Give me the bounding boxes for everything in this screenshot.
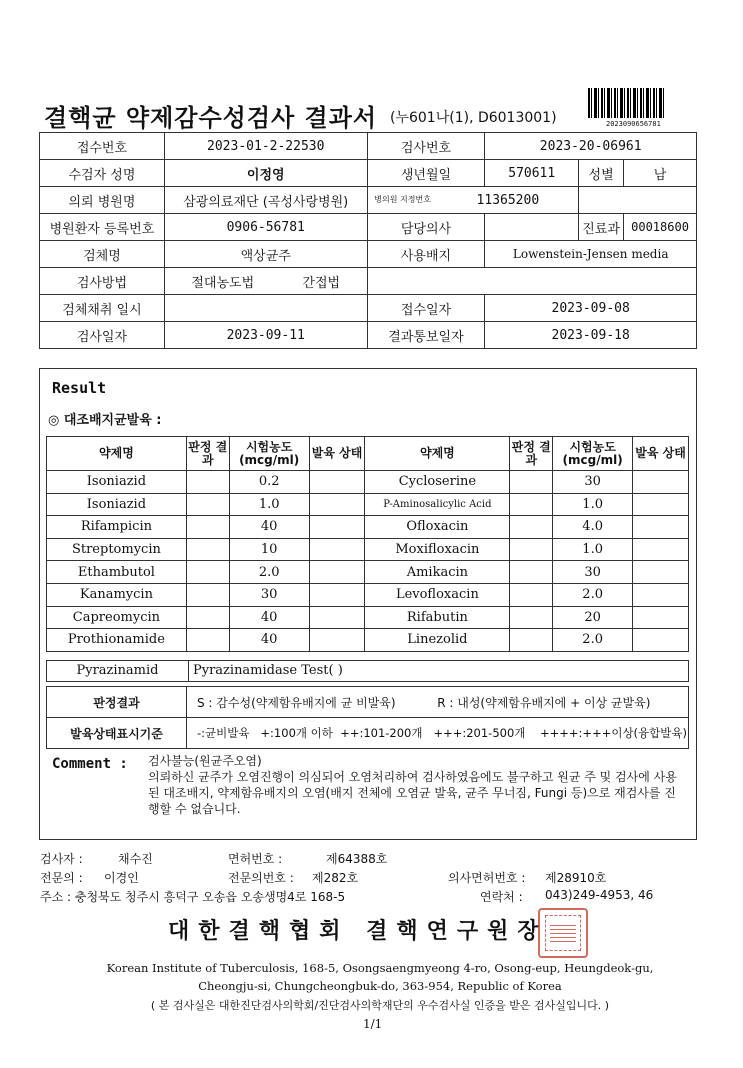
judge bbox=[186, 471, 229, 494]
judge bbox=[510, 471, 553, 494]
patient-name: 이정영 bbox=[164, 160, 367, 187]
result-section bbox=[39, 368, 697, 840]
tested-label: 검사일자 bbox=[40, 322, 165, 349]
doctor-license-no: 제28910호 bbox=[545, 871, 607, 885]
dept-label: 진료과 bbox=[579, 214, 624, 241]
judge bbox=[186, 493, 229, 516]
drug-name: Streptomycin bbox=[47, 538, 187, 561]
reported-label: 결과통보일자 bbox=[367, 322, 485, 349]
institute-name-korean: 대한결핵협회 결핵연구원장 bbox=[168, 918, 548, 944]
doctor-license-label: 의사면허번호 : bbox=[448, 871, 526, 885]
comment-text bbox=[148, 753, 678, 817]
institute-address-en-1: Korean Institute of Tuberculosis, 168-5, Osongsaengmyeong 4-ro, Osong-eup, Heungdeok-gu, bbox=[106, 961, 654, 975]
license-no: 제64388호 bbox=[326, 852, 388, 866]
concentration: 2.0 bbox=[553, 583, 633, 606]
col-judge-right: 판정 결과 bbox=[510, 437, 553, 471]
document-title: 결핵균 약제감수성검사 결과서 bbox=[44, 104, 378, 132]
judge bbox=[510, 493, 553, 516]
concentration: 1.0 bbox=[553, 493, 633, 516]
method-spacer bbox=[367, 268, 696, 295]
comment-label: Comment : bbox=[52, 756, 128, 772]
judge bbox=[510, 561, 553, 584]
judge bbox=[510, 583, 553, 606]
expert-no: 제282호 bbox=[312, 871, 359, 885]
concentration: 10 bbox=[229, 538, 309, 561]
growth bbox=[633, 583, 689, 606]
reception-no: 2023-01-2-22530 bbox=[164, 133, 367, 160]
judge bbox=[510, 538, 553, 561]
growth bbox=[633, 561, 689, 584]
page-number: 1/1 bbox=[363, 1017, 383, 1031]
legend-table bbox=[46, 686, 689, 749]
tester-label: 검사자 : bbox=[40, 852, 83, 866]
collect-label: 검체채취 일시 bbox=[40, 295, 165, 322]
method-absolute: 절대농도법 bbox=[191, 275, 255, 291]
drug-name: Capreomycin bbox=[47, 606, 187, 629]
institute-address-en-2: Cheongju-si, Chungcheongbuk-do, 363-954, Republic of Korea bbox=[198, 979, 562, 993]
document-code: (누601나(1), D6013001) bbox=[390, 110, 557, 126]
concentration: 4.0 bbox=[553, 516, 633, 539]
sex-label: 성별 bbox=[579, 160, 624, 187]
growth bbox=[633, 516, 689, 539]
judge bbox=[186, 538, 229, 561]
col-growth-left: 발육 상태 bbox=[309, 437, 365, 471]
tested-date: 2023-09-11 bbox=[164, 322, 367, 349]
drug-name: Rifabutin bbox=[365, 606, 510, 629]
certification-note: ( 본 검사실은 대한진단검사의학회/진단검사의학재단의 우수검사실 인증을 받은 검사실입니다. ) bbox=[150, 999, 610, 1012]
concentration: 30 bbox=[553, 561, 633, 584]
medium-label: 사용배지 bbox=[367, 241, 485, 268]
concentration: 0.2 bbox=[229, 471, 309, 494]
growth bbox=[309, 561, 365, 584]
doctor-label: 담당의사 bbox=[367, 214, 485, 241]
hospital-label: 의뢰 병원명 bbox=[40, 187, 165, 214]
col-judge-left: 판정 결과 bbox=[186, 437, 229, 471]
reg-no-label: 병원환자 등록번호 bbox=[40, 214, 165, 241]
drug-name: Moxifloxacin bbox=[365, 538, 510, 561]
dept-code: 00018600 bbox=[624, 214, 697, 241]
pyrazinamid-value: Pyrazinamidase Test( ) bbox=[188, 660, 689, 682]
col-growth-right: 발육 상태 bbox=[633, 437, 689, 471]
col-conc-right: 시험농도 (mcg/ml) bbox=[553, 437, 633, 471]
concentration: 40 bbox=[229, 629, 309, 652]
drug-name: Rifampicin bbox=[47, 516, 187, 539]
address: 주소 : 충청북도 청주시 흥덕구 오송읍 오송생명4로 168-5 bbox=[40, 890, 346, 904]
growth bbox=[633, 629, 689, 652]
expert-no-label: 전문의번호 : bbox=[228, 871, 294, 885]
col-conc-left: 시험농도 (mcg/ml) bbox=[229, 437, 309, 471]
barcode-number: 2023090656781 bbox=[606, 120, 661, 128]
drug-name: Cycloserine bbox=[365, 471, 510, 494]
judgement-s: S : 감수성(약제함유배지에 균 비발육) bbox=[197, 695, 396, 710]
drug-name: Amikacin bbox=[365, 561, 510, 584]
test-no: 2023-20-06961 bbox=[485, 133, 697, 160]
sex: 남 bbox=[624, 160, 697, 187]
judge bbox=[186, 606, 229, 629]
drug-name: P-Aminosalicylic Acid bbox=[365, 493, 510, 516]
hospital-code-label: 병의원 지정번호 bbox=[374, 195, 431, 204]
growth bbox=[633, 471, 689, 494]
growth bbox=[309, 516, 365, 539]
judge bbox=[186, 516, 229, 539]
reception-no-label: 접수번호 bbox=[40, 133, 165, 160]
contact: 043)249-4953, 46 bbox=[545, 888, 654, 902]
received-label: 접수일자 bbox=[367, 295, 485, 322]
birth-label: 생년월일 bbox=[367, 160, 485, 187]
control-growth-label: ◎ 대조배지균발육 : bbox=[48, 413, 162, 428]
judge bbox=[186, 629, 229, 652]
contact-label: 연락처 : bbox=[480, 890, 523, 904]
birth-date: 570611 bbox=[485, 160, 579, 187]
drug-name: Levofloxacin bbox=[365, 583, 510, 606]
growth bbox=[633, 538, 689, 561]
growth bbox=[309, 493, 365, 516]
license-label: 면허번호 : bbox=[228, 852, 283, 866]
growth bbox=[309, 606, 365, 629]
specimen: 액상균주 bbox=[164, 241, 367, 268]
table-row bbox=[47, 583, 689, 606]
concentration: 30 bbox=[229, 583, 309, 606]
received-date: 2023-09-08 bbox=[485, 295, 697, 322]
pyrazinamid-label: Pyrazinamid bbox=[46, 660, 188, 682]
hospital-name: 삼광의료재단 (곡성사랑병원) bbox=[164, 187, 367, 214]
patient-info-table bbox=[39, 132, 697, 349]
expert-label: 전문의 : bbox=[40, 871, 83, 885]
col-drug-left: 약제명 bbox=[47, 437, 187, 471]
tester-name: 채수진 bbox=[118, 852, 153, 866]
method-label: 검사방법 bbox=[40, 268, 165, 295]
drug-name: Ethambutol bbox=[47, 561, 187, 584]
test-no-label: 검사번호 bbox=[367, 133, 485, 160]
concentration: 40 bbox=[229, 606, 309, 629]
official-seal-icon bbox=[538, 908, 588, 958]
judge bbox=[186, 583, 229, 606]
growth-legend: -:균비발육 +:100개 이하 ++:101-200개 +++:201-500개 ++++:+++이상(융합발육) bbox=[187, 718, 689, 749]
result-title: Result bbox=[52, 379, 107, 397]
hospital-code-cell bbox=[367, 187, 579, 214]
growth bbox=[309, 583, 365, 606]
hospital-code: 11365200 bbox=[476, 192, 540, 208]
reg-no: 0906-56781 bbox=[164, 214, 367, 241]
table-row bbox=[47, 516, 689, 539]
patient-name-label: 수검자 성명 bbox=[40, 160, 165, 187]
expert-name: 이경인 bbox=[104, 871, 139, 885]
comment-line-2: 의뢰하신 균주가 오염진행이 의심되어 오염처리하여 검사하였음에도 불구하고 원균 주 및 검사에 사용 된 대조배지, 약제함유배지의 오염(배지 전체에 오염균 발육, 균주 무너짐, Fungi 등)으로 재검사를 진행할 수 없습니다. bbox=[148, 770, 677, 816]
table-row bbox=[47, 471, 689, 494]
judge bbox=[510, 606, 553, 629]
growth bbox=[309, 538, 365, 561]
medium: Lowenstein-Jensen media bbox=[485, 241, 697, 268]
concentration: 30 bbox=[553, 471, 633, 494]
collect-date bbox=[164, 295, 367, 322]
drug-name: Prothionamide bbox=[47, 629, 187, 652]
growth bbox=[633, 493, 689, 516]
doctor-name bbox=[485, 214, 579, 241]
judgement-legend bbox=[187, 687, 689, 718]
drug-name: Kanamycin bbox=[47, 583, 187, 606]
table-row bbox=[47, 629, 689, 652]
concentration: 40 bbox=[229, 516, 309, 539]
growth bbox=[309, 471, 365, 494]
drug-name: Isoniazid bbox=[47, 493, 187, 516]
table-row bbox=[47, 493, 689, 516]
table-row bbox=[47, 538, 689, 561]
concentration: 2.0 bbox=[553, 629, 633, 652]
judgement-label: 판정결과 bbox=[47, 687, 187, 718]
concentration: 1.0 bbox=[553, 538, 633, 561]
table-row bbox=[47, 561, 689, 584]
concentration: 2.0 bbox=[229, 561, 309, 584]
reported-date: 2023-09-18 bbox=[485, 322, 697, 349]
judgement-r: R : 내성(약제함유배지에 + 이상 균발육) bbox=[437, 695, 651, 710]
growth bbox=[633, 606, 689, 629]
growth-legend-label: 발육상태표시기준 bbox=[47, 718, 187, 749]
judge bbox=[186, 561, 229, 584]
table-row bbox=[47, 606, 689, 629]
method-cell bbox=[164, 268, 367, 295]
method-indirect: 간접법 bbox=[302, 275, 341, 291]
drug-name: Isoniazid bbox=[47, 471, 187, 494]
specimen-label: 검체명 bbox=[40, 241, 165, 268]
judge bbox=[510, 516, 553, 539]
drug-table bbox=[46, 436, 689, 652]
pyrazinamid-row bbox=[46, 660, 689, 682]
hospital-code-spacer bbox=[579, 187, 697, 214]
concentration: 20 bbox=[553, 606, 633, 629]
judge bbox=[510, 629, 553, 652]
col-drug-right: 약제명 bbox=[365, 437, 510, 471]
drug-name: Linezolid bbox=[365, 629, 510, 652]
barcode-icon bbox=[588, 88, 666, 118]
concentration: 1.0 bbox=[229, 493, 309, 516]
comment-line-1: 검사불능(원균주오염) bbox=[148, 754, 262, 768]
drug-name: Ofloxacin bbox=[365, 516, 510, 539]
growth bbox=[309, 629, 365, 652]
